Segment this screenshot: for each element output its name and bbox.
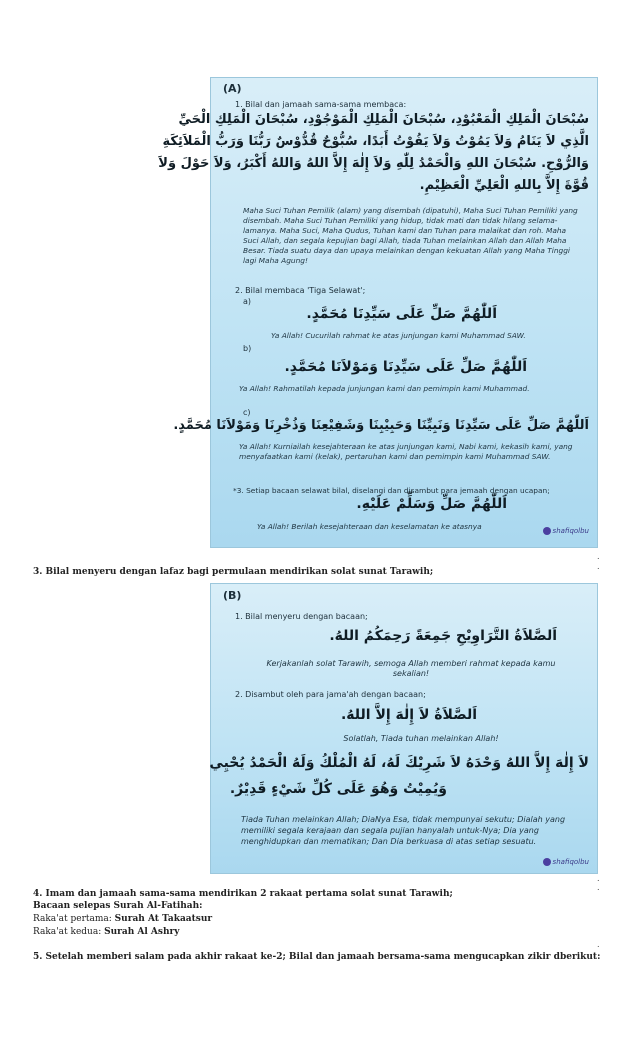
arabic-a: اَللّٰهُمَّ صَلِّ عَلَى سَيِّدِنَا مُحَمَّدٍ. [306, 306, 497, 322]
card-b-translation1: Kerjakanlah solat Tarawih, semoga Allah memberi rahmat kepada kamu sekalian! [266, 659, 556, 678]
dot-3: . [597, 874, 600, 883]
dot-5: . [597, 940, 600, 949]
rakaat-1 [33, 914, 212, 924]
arabic-b: اَللّٰهُمَّ صَلِّ عَلَى سَيِّدِنَا وَمَوْلاَنَا مُحَمَّدٍ. [284, 359, 527, 375]
card-a-logo-text: shafiqolbu [552, 527, 589, 535]
arabic-c: اَللّٰهُمَّ صَلِّ عَلَى سَيِّدِنَا وَنَبِيِّنَا وَحَبِيْبِنَا وَشَفِيْعِنَا وَذُخْرِنَا وَمَوْلاَنَا مُحَمَّدٍ. [173, 418, 589, 433]
translation-c: Ya Allah! Kurniailah kesejahteraan ke atas junjungan kami, Nabi kami, kekasih kami, yang menyafaatkan kami (kelak), pertaruhan kami dan pemimpin kami Muhammad SAW. [239, 442, 573, 461]
arabic3: اَللّٰهُمَّ صَلِّ وَسَلِّمْ عَلَيْهِ. [356, 496, 507, 512]
card-b-label: (B) [223, 589, 242, 602]
card-a-image [158, 77, 598, 548]
rakaat-2-value: Surah Al Ashry [104, 927, 180, 937]
sub-a: a) [243, 297, 252, 306]
rakaat-2-label: Raka'at kedua: [33, 927, 105, 937]
dot-4: . [597, 883, 600, 892]
rakaat-2 [33, 927, 180, 937]
logo-mark-icon [543, 527, 551, 535]
translation3: Ya Allah! Berilah kesejahteraan dan keselamatan ke atasnya [257, 522, 482, 531]
bacaan-label: Bacaan selepas Surah Al-Fatihah: [33, 901, 203, 911]
card-b-arabic2: اَلصَّلاَةُ لاَ إِلٰهَ إِلاَّ اللهُ. [340, 707, 477, 723]
heading-3: 3. Bilal menyeru dengan lafaz bagi permulaan mendirikan solat sunat Tarawih; [33, 567, 434, 577]
arabic1-line4: قُوَّةَ إِلاَّ بِاللهِ الْعَلِيِّ الْعَظِيْمِ. [419, 178, 589, 193]
sub-b: b) [243, 344, 252, 353]
arabic1-line2: الَّذِي لاَ يَنَامُ وَلاَ يَمُوْتُ وَلاَ يَفُوْتُ أَبَدًا، سُبُّوْحٌ قُدُّوْسٌ رَبُّنَا وَرَبُّ الْمَلاَئِكَةِ [162, 134, 589, 149]
dot-2: . [597, 562, 600, 571]
card-a-item1: 1. Bilal dan jamaah sama-sama membaca: [235, 100, 407, 109]
card-a-label: (A) [223, 82, 242, 95]
heading-5: 5. Setelah memberi salam pada akhir rakaat ke-2; Bilal dan jamaah bersama-sama mengucapkan zikir dberikut: [33, 952, 601, 962]
card-b-logo-text: shafiqolbu [552, 858, 589, 866]
translation-a: Ya Allah! Cucurilah rahmat ke atas junjungan kami Muhammad SAW. [271, 331, 526, 340]
arabic1-line1: سُبْحَانَ الْمَلِكِ الْمَعْبُوْدِ، سُبْحَانَ الْمَلِكِ الْمَوْجُوْدِ، سُبْحَانَ الْمَلِكِ الْحَيِّ [178, 112, 589, 127]
card-b-logo [543, 858, 589, 866]
card-a-item2: 2. Bilal membaca 'Tiga Selawat'; [235, 286, 366, 295]
card-b-item2: 2. Disambut oleh para jama'ah dengan bacaan; [235, 690, 426, 699]
translation-b: Ya Allah! Rahmatilah kepada junjungan kami dan pemimpin kami Muhammad. [239, 384, 530, 393]
card-b-arabic3-line2: وَيُمِيْتُ وَهُوَ عَلَى كُلِّ شَيْءٍ قَدِيْرٌ. [229, 781, 447, 797]
card-b-arabic1: اَلصَّلاَةُ التَّرَاوِيْحِ جَمِعَةً رَحِمَكُمُ اللهُ. [329, 628, 557, 644]
arabic1-line3: وَالرُّوْحِ. سُبْحَانَ اللهِ وَالْحَمْدُ لِلّٰهِ وَلاَ إِلٰهَ إِلاَّ اللهُ وَاللهُ أَكْبَرُ، وَلاَ حَوْلَ وَلاَ [158, 156, 589, 171]
translation1: Maha Suci Tuhan Pemilik (alam) yang disembah (dipatuhi), Maha Suci Tuhan Pemiliki yang disembah. Maha Suci Tuhan Pemiliki yang hidup, tidak mati dan tidak hilang selama-lamanya. Maha Suci, Maha Qudus, Tuhan kami dan Tuhan para malaikat dan roh. Maha Suci Allah, dan segala kepujian bagi Allah, tiada Tuhan melainkan Allah dan Allah Maha Besar. Tiada suatu daya dan upaya melainkan dengan kekuatan Allah yang Maha Tinggi lagi Maha Agung! [243, 206, 578, 265]
note3: *3. Setiap bacaan selawat bilal, diselangi dan disambut para jemaah dengan ucapan; [233, 486, 550, 495]
sub-c: c) [243, 408, 251, 417]
rakaat-1-label: Raka'at pertama: [33, 914, 115, 924]
heading-4: 4. Imam dan jamaah sama-sama mendirikan 2 rakaat pertama solat sunat Tarawih; [33, 889, 453, 899]
logo-mark-icon [543, 858, 551, 866]
card-b-image [210, 583, 598, 874]
dot-1: . [597, 552, 600, 561]
rakaat-1-value: Surah At Takaatsur [114, 914, 213, 924]
card-a-logo [543, 527, 589, 535]
card-b-arabic3-line1: لاَ إِلٰهَ إِلاَّ اللهُ وَحْدَهُ لاَ شَرِيْكَ لَهُ، لَهُ الْمُلْكُ وَلَهُ الْحَمْدُ يُحْيِي [209, 755, 589, 771]
card-b-translation3: Tiada Tuhan melainkan Allah; DiaNya Esa, tidak mempunyai sekutu; Dialah yang memiliki segala kerajaan dan segala pujian hanyalah untuk-Nya; Dia yang menghidupkan dan mematikan; Dan Dia berkuasa di atas setiap sesuatu. [241, 815, 566, 846]
card-b-item1: 1. Bilal menyeru dengan bacaan; [235, 612, 368, 621]
card-b-translation2: Solatlah, Tiada tuhan melainkan Allah! [343, 734, 499, 743]
